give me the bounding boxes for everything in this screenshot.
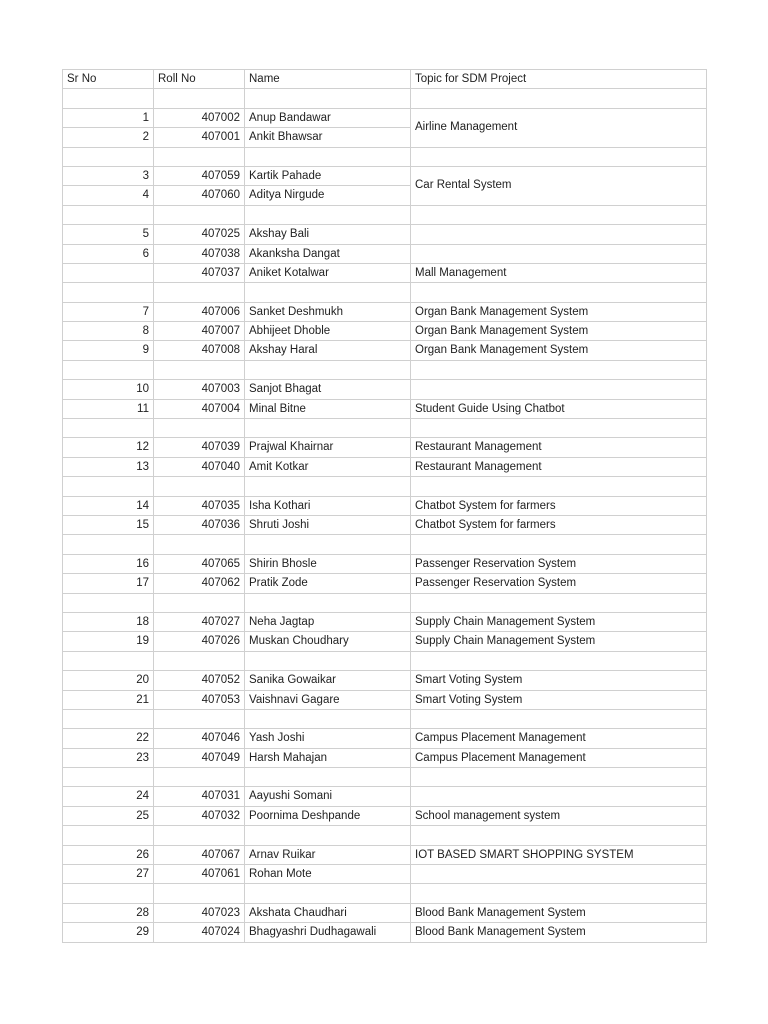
table-row xyxy=(63,574,707,593)
sr-no-cell[interactable]: 24 xyxy=(63,787,154,806)
roll-no-cell[interactable]: 407053 xyxy=(154,691,245,710)
sr-no-cell[interactable] xyxy=(63,594,154,613)
roll-no-cell[interactable] xyxy=(154,768,245,787)
table-row xyxy=(63,109,707,133)
spacer-row xyxy=(63,148,707,167)
table-row xyxy=(63,904,707,923)
spacer-row xyxy=(63,206,707,225)
sr-no-cell[interactable]: 15 xyxy=(63,516,154,535)
name-cell[interactable]: Shirin Bhosle xyxy=(245,555,411,574)
topic-cell[interactable] xyxy=(411,826,707,845)
name-cell[interactable] xyxy=(245,477,411,496)
roll-no-cell[interactable]: 407004 xyxy=(154,400,245,419)
table-row xyxy=(63,846,707,865)
topic-cell[interactable] xyxy=(411,594,707,613)
name-cell[interactable] xyxy=(245,594,411,613)
topic-cell[interactable]: Organ Bank Management System xyxy=(411,322,707,341)
spacer-row xyxy=(63,535,707,554)
roll-no-cell[interactable] xyxy=(154,594,245,613)
sr-no-cell[interactable]: 10 xyxy=(63,380,154,399)
name-cell[interactable] xyxy=(245,89,411,108)
topic-cell[interactable] xyxy=(411,419,707,438)
roll-no-cell[interactable]: 407003 xyxy=(154,380,245,399)
topic-cell[interactable] xyxy=(411,884,707,903)
header-roll-no: Roll No xyxy=(154,70,245,89)
spacer-row xyxy=(63,710,707,729)
name-cell[interactable] xyxy=(245,652,411,671)
spreadsheet-table xyxy=(62,69,707,943)
topic-cell[interactable]: Smart Voting System xyxy=(411,671,707,690)
roll-no-cell[interactable]: 407026 xyxy=(154,632,245,651)
table-row xyxy=(63,729,707,748)
roll-no-cell[interactable]: 407060 xyxy=(154,186,245,205)
sr-no-cell[interactable] xyxy=(63,477,154,496)
sr-no-cell[interactable] xyxy=(63,826,154,845)
table-row xyxy=(63,787,707,806)
spacer-row xyxy=(63,768,707,787)
roll-no-cell[interactable]: 407062 xyxy=(154,574,245,593)
roll-no-cell[interactable] xyxy=(154,477,245,496)
topic-cell[interactable]: Passenger Reservation System xyxy=(411,574,707,593)
sr-no-cell[interactable] xyxy=(63,768,154,787)
name-cell[interactable]: Akshata Chaudhari xyxy=(245,904,411,923)
table-row xyxy=(63,458,707,477)
topic-cell[interactable] xyxy=(411,652,707,671)
roll-no-cell[interactable] xyxy=(154,710,245,729)
roll-no-cell[interactable]: 407008 xyxy=(154,341,245,360)
table-row xyxy=(63,555,707,574)
name-cell[interactable]: Rohan Mote xyxy=(245,865,411,884)
sr-no-cell[interactable]: 13 xyxy=(63,458,154,477)
spacer-row xyxy=(63,361,707,380)
topic-cell[interactable]: Blood Bank Management System xyxy=(411,923,707,942)
topic-cell[interactable] xyxy=(411,477,707,496)
roll-no-cell[interactable]: 407038 xyxy=(154,245,245,264)
topic-cell[interactable]: Passenger Reservation System xyxy=(411,555,707,574)
sr-no-cell[interactable]: 26 xyxy=(63,846,154,865)
name-cell[interactable]: Aayushi Somani xyxy=(245,787,411,806)
table-row xyxy=(63,380,707,399)
topic-cell[interactable] xyxy=(411,245,707,264)
name-cell[interactable]: Poornima Deshpande xyxy=(245,807,411,826)
sr-no-cell[interactable]: 20 xyxy=(63,671,154,690)
roll-no-cell[interactable] xyxy=(154,361,245,380)
name-cell[interactable] xyxy=(245,884,411,903)
topic-cell[interactable]: IOT BASED SMART SHOPPING SYSTEM xyxy=(411,846,707,865)
sr-no-cell[interactable]: 11 xyxy=(63,400,154,419)
topic-cell[interactable] xyxy=(411,787,707,806)
sr-no-cell[interactable]: 29 xyxy=(63,923,154,942)
topic-cell[interactable] xyxy=(411,89,707,108)
roll-no-cell[interactable] xyxy=(154,652,245,671)
sr-no-cell[interactable]: 17 xyxy=(63,574,154,593)
name-cell[interactable] xyxy=(245,535,411,554)
topic-cell[interactable]: Blood Bank Management System xyxy=(411,904,707,923)
name-cell[interactable]: Sanjot Bhagat xyxy=(245,380,411,399)
spacer-row xyxy=(63,89,707,108)
table-row xyxy=(63,303,707,322)
topic-cell[interactable] xyxy=(411,535,707,554)
roll-no-cell[interactable]: 407059 xyxy=(154,167,245,186)
topic-cell[interactable]: Supply Chain Management System xyxy=(411,613,707,632)
sr-no-cell[interactable] xyxy=(63,283,154,302)
topic-cell[interactable] xyxy=(411,206,707,225)
sr-no-cell[interactable] xyxy=(63,419,154,438)
name-cell[interactable]: Arnav Ruikar xyxy=(245,846,411,865)
table-row xyxy=(63,400,707,419)
roll-no-cell[interactable]: 407025 xyxy=(154,225,245,244)
roll-no-cell[interactable]: 407052 xyxy=(154,671,245,690)
sr-no-cell[interactable] xyxy=(63,89,154,108)
name-cell[interactable]: Sanika Gowaikar xyxy=(245,671,411,690)
sr-no-cell[interactable] xyxy=(63,148,154,167)
name-cell[interactable] xyxy=(245,206,411,225)
sr-no-cell[interactable]: 8 xyxy=(63,322,154,341)
spacer-row xyxy=(63,283,707,302)
name-cell[interactable] xyxy=(245,710,411,729)
topic-cell[interactable]: School management system xyxy=(411,807,707,826)
roll-no-cell[interactable] xyxy=(154,884,245,903)
sr-no-cell[interactable]: 5 xyxy=(63,225,154,244)
topic-cell[interactable] xyxy=(411,710,707,729)
name-cell[interactable]: Muskan Choudhary xyxy=(245,632,411,651)
topic-cell[interactable] xyxy=(411,361,707,380)
name-cell[interactable]: Aniket Kotalwar xyxy=(245,264,411,283)
spacer-row xyxy=(63,826,707,845)
topic-cell[interactable]: Supply Chain Management System xyxy=(411,632,707,651)
table-body xyxy=(63,89,707,942)
name-cell[interactable]: Sanket Deshmukh xyxy=(245,303,411,322)
header-sr-no: Sr No xyxy=(63,70,154,89)
roll-no-cell[interactable]: 407049 xyxy=(154,749,245,768)
roll-no-cell[interactable]: 407031 xyxy=(154,787,245,806)
topic-cell[interactable]: Smart Voting System xyxy=(411,691,707,710)
name-cell[interactable] xyxy=(245,361,411,380)
name-cell[interactable]: Anup Bandawar xyxy=(245,109,411,128)
topic-cell[interactable]: Chatbot System for farmers xyxy=(411,497,707,516)
sr-no-cell[interactable]: 16 xyxy=(63,555,154,574)
sr-no-cell[interactable]: 28 xyxy=(63,904,154,923)
sr-no-cell[interactable]: 7 xyxy=(63,303,154,322)
topic-cell[interactable]: Student Guide Using Chatbot xyxy=(411,400,707,419)
sr-no-cell[interactable]: 12 xyxy=(63,438,154,457)
table-row xyxy=(63,516,707,535)
sr-no-cell[interactable]: 2 xyxy=(63,128,154,147)
topic-cell[interactable] xyxy=(411,283,707,302)
sr-no-cell[interactable]: 22 xyxy=(63,729,154,748)
table-row xyxy=(63,923,707,942)
table-row xyxy=(63,264,707,283)
roll-no-cell[interactable]: 407067 xyxy=(154,846,245,865)
table-row xyxy=(63,167,707,191)
roll-no-cell[interactable]: 407027 xyxy=(154,613,245,632)
sr-no-cell[interactable] xyxy=(63,884,154,903)
name-cell[interactable] xyxy=(245,148,411,167)
sr-no-cell[interactable] xyxy=(63,535,154,554)
topic-cell[interactable]: Organ Bank Management System xyxy=(411,303,707,322)
name-cell[interactable]: Akshay Haral xyxy=(245,341,411,360)
topic-cell[interactable] xyxy=(411,225,707,244)
header-row xyxy=(63,70,707,89)
name-cell[interactable] xyxy=(245,419,411,438)
roll-no-cell[interactable]: 407001 xyxy=(154,128,245,147)
sr-no-cell[interactable]: 21 xyxy=(63,691,154,710)
name-cell[interactable]: Akanksha Dangat xyxy=(245,245,411,264)
roll-no-cell[interactable] xyxy=(154,826,245,845)
topic-cell[interactable]: Restaurant Management xyxy=(411,458,707,477)
merged-topic-cell[interactable]: Airline Management xyxy=(411,109,707,148)
topic-cell[interactable] xyxy=(411,768,707,787)
sr-no-cell[interactable]: 3 xyxy=(63,167,154,186)
roll-no-cell[interactable]: 407006 xyxy=(154,303,245,322)
sr-no-cell[interactable]: 25 xyxy=(63,807,154,826)
name-cell[interactable] xyxy=(245,768,411,787)
roll-no-cell[interactable]: 407040 xyxy=(154,458,245,477)
roll-no-cell[interactable]: 407065 xyxy=(154,555,245,574)
name-cell[interactable]: Neha Jagtap xyxy=(245,613,411,632)
sr-no-cell[interactable]: 19 xyxy=(63,632,154,651)
sr-no-cell[interactable] xyxy=(63,264,154,283)
name-cell[interactable]: Ankit Bhawsar xyxy=(245,128,411,147)
sr-no-cell[interactable]: 27 xyxy=(63,865,154,884)
topic-cell[interactable] xyxy=(411,148,707,167)
roll-no-cell[interactable]: 407037 xyxy=(154,264,245,283)
name-cell[interactable]: Prajwal Khairnar xyxy=(245,438,411,457)
name-cell[interactable]: Shruti Joshi xyxy=(245,516,411,535)
roll-no-cell[interactable] xyxy=(154,535,245,554)
table-row xyxy=(63,225,707,244)
header-topic: Topic for SDM Project xyxy=(411,70,707,89)
sr-no-cell[interactable]: 23 xyxy=(63,749,154,768)
name-cell[interactable]: Abhijeet Dhoble xyxy=(245,322,411,341)
roll-no-cell[interactable]: 407039 xyxy=(154,438,245,457)
spacer-row xyxy=(63,594,707,613)
sr-no-cell[interactable] xyxy=(63,361,154,380)
topic-cell[interactable]: Restaurant Management xyxy=(411,438,707,457)
roll-no-cell[interactable]: 407023 xyxy=(154,904,245,923)
sr-no-cell[interactable]: 1 xyxy=(63,109,154,128)
roll-no-cell[interactable] xyxy=(154,419,245,438)
sr-no-cell[interactable] xyxy=(63,652,154,671)
roll-no-cell[interactable] xyxy=(154,89,245,108)
roll-no-cell[interactable]: 407024 xyxy=(154,923,245,942)
topic-cell[interactable]: Organ Bank Management System xyxy=(411,341,707,360)
name-cell[interactable]: Yash Joshi xyxy=(245,729,411,748)
name-cell[interactable]: Kartik Pahade xyxy=(245,167,411,186)
name-cell[interactable]: Amit Kotkar xyxy=(245,458,411,477)
roll-no-cell[interactable]: 407036 xyxy=(154,516,245,535)
name-cell[interactable]: Bhagyashri Dudhagawali xyxy=(245,923,411,942)
sr-no-cell[interactable]: 14 xyxy=(63,497,154,516)
roll-no-cell[interactable]: 407032 xyxy=(154,807,245,826)
name-cell[interactable]: Vaishnavi Gagare xyxy=(245,691,411,710)
name-cell[interactable]: Pratik Zode xyxy=(245,574,411,593)
name-cell[interactable] xyxy=(245,283,411,302)
name-cell[interactable]: Akshay Bali xyxy=(245,225,411,244)
name-cell[interactable]: Minal Bitne xyxy=(245,400,411,419)
spacer-row xyxy=(63,477,707,496)
table-row xyxy=(63,322,707,341)
topic-cell[interactable] xyxy=(411,380,707,399)
sr-no-cell[interactable] xyxy=(63,710,154,729)
topic-cell[interactable]: Mall Management xyxy=(411,264,707,283)
sr-no-cell[interactable]: 4 xyxy=(63,186,154,205)
sr-no-cell[interactable] xyxy=(63,206,154,225)
roll-no-cell[interactable]: 407002 xyxy=(154,109,245,128)
table-row xyxy=(63,613,707,632)
roll-no-cell[interactable]: 407046 xyxy=(154,729,245,748)
name-cell[interactable]: Isha Kothari xyxy=(245,497,411,516)
sr-no-cell[interactable]: 6 xyxy=(63,245,154,264)
sr-no-cell[interactable]: 9 xyxy=(63,341,154,360)
roll-no-cell[interactable]: 407007 xyxy=(154,322,245,341)
roll-no-cell[interactable] xyxy=(154,148,245,167)
header-name: Name xyxy=(245,70,411,89)
table-row xyxy=(63,497,707,516)
table-row xyxy=(63,438,707,457)
table-row xyxy=(63,749,707,768)
table-row xyxy=(63,245,707,264)
name-cell[interactable] xyxy=(245,826,411,845)
merged-topic-cell[interactable]: Car Rental System xyxy=(411,167,707,206)
roll-no-cell[interactable] xyxy=(154,206,245,225)
table-row xyxy=(63,865,707,884)
roll-no-cell[interactable]: 407061 xyxy=(154,865,245,884)
spacer-row xyxy=(63,652,707,671)
spacer-row xyxy=(63,419,707,438)
table-row xyxy=(63,632,707,651)
spacer-row xyxy=(63,884,707,903)
topic-cell[interactable] xyxy=(411,865,707,884)
table-row xyxy=(63,671,707,690)
topic-cell[interactable]: Chatbot System for farmers xyxy=(411,516,707,535)
table-row xyxy=(63,807,707,826)
roll-no-cell[interactable] xyxy=(154,283,245,302)
roll-no-cell[interactable]: 407035 xyxy=(154,497,245,516)
sr-no-cell[interactable]: 18 xyxy=(63,613,154,632)
topic-cell[interactable]: Campus Placement Management xyxy=(411,729,707,748)
table-row xyxy=(63,691,707,710)
name-cell[interactable]: Harsh Mahajan xyxy=(245,749,411,768)
name-cell[interactable]: Aditya Nirgude xyxy=(245,186,411,205)
table-row xyxy=(63,341,707,360)
topic-cell[interactable]: Campus Placement Management xyxy=(411,749,707,768)
